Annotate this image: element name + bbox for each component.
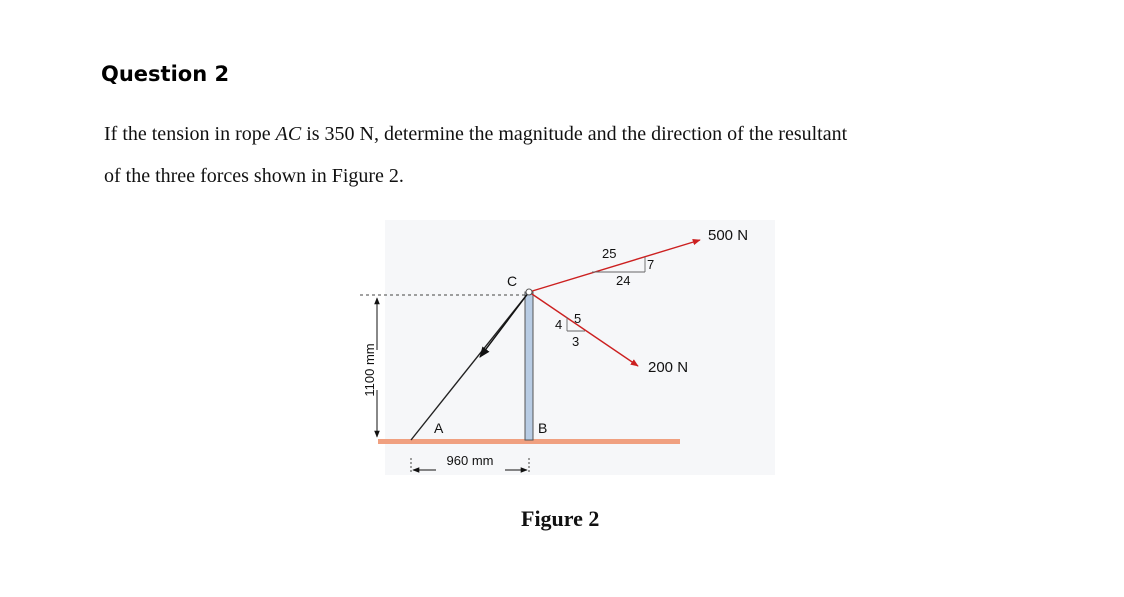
figure-caption: Figure 2 xyxy=(521,506,600,531)
question-text-post: is 350 N, determine the magnitude and the direction of the resultant xyxy=(301,123,848,145)
width-dimension-label: 960 mm xyxy=(446,453,494,468)
force-500n-label: 500 N xyxy=(708,227,749,244)
point-c-marker xyxy=(526,289,532,295)
height-dimension-label: 1100 mm xyxy=(362,343,377,397)
question-text-line-2: of the three forces shown in Figure 2. xyxy=(104,165,404,187)
slope-top-rise-label: 7 xyxy=(647,257,655,272)
slope-top-hyp-label: 25 xyxy=(602,246,617,261)
question-text-pre: If the tension in rope xyxy=(104,123,276,145)
point-b-label: B xyxy=(538,420,548,436)
slope-mid-hyp-label: 5 xyxy=(574,311,582,326)
slope-mid-rise-label: 3 xyxy=(572,334,580,349)
force-200n-label: 200 N xyxy=(648,359,689,376)
post-bc xyxy=(525,292,533,440)
question-text-line-1 xyxy=(104,123,847,146)
point-c-label: C xyxy=(507,273,518,289)
slope-mid-run-label: 4 xyxy=(555,317,563,332)
question-heading: Question 2 xyxy=(101,62,230,86)
point-a-label: A xyxy=(434,420,444,436)
figure-2-diagram xyxy=(340,220,780,490)
slope-top-run-label: 24 xyxy=(616,273,631,288)
rope-variable: AC xyxy=(275,123,302,145)
figure-backdrop xyxy=(385,220,775,475)
